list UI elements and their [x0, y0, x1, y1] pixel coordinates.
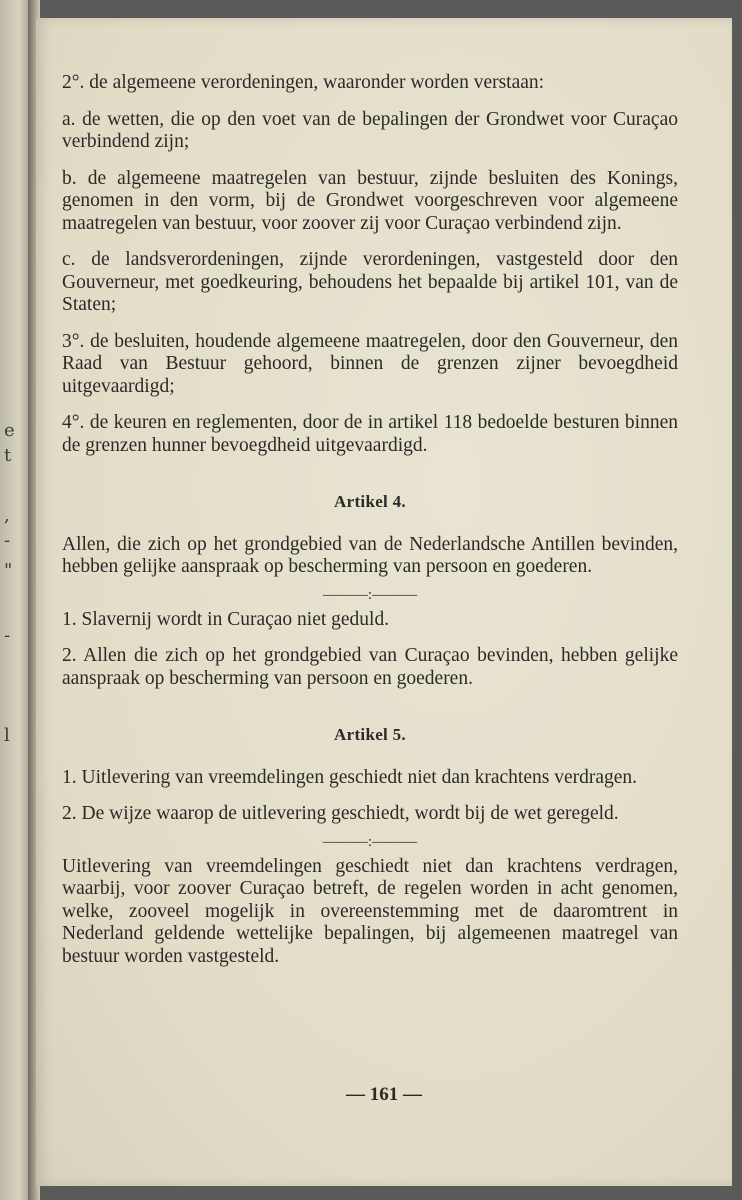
para-art4-2-allen: 2. Allen die zich op het grondgebied van Curaçao bevinden, hebben gelijke aanspraak op bescherming van persoon en goederen.: [62, 645, 678, 689]
divider-1: ———:———: [322, 586, 418, 603]
divider-2: ———:———: [322, 833, 418, 850]
para-c-landsverordeningen: c. de landsverordeningen, zijnde verordeningen, vastgesteld door den Gouverneur, met goedkeuring, behoudens het bepaalde bij artikel 101, van de Staten;: [62, 249, 678, 315]
left-fragment: ": [4, 560, 13, 581]
page-text: [62, 72, 678, 968]
para-art4-1-slavernij: 1. Slavernij wordt in Curaçao niet geduld.: [62, 608, 390, 630]
para-3-besluiten: 3°. de besluiten, houdende algemeene maatregelen, door den Gouverneur, den Raad van Bestuur gehoord, binnen de grenzen zijner bevoegdheid uitgevaardigd;: [62, 330, 678, 397]
para-art5-1-uitlevering: 1. Uitlevering van vreemdelingen geschiedt niet dan krachtens verdragen.: [62, 766, 638, 788]
para-4-keuren: 4°. de keuren en reglementen, door de in artikel 118 bedoelde besturen binnen de grenzen hunner bevoegdheid uitgevaardigd.: [62, 412, 678, 456]
para-art4-allen: Allen, die zich op het grondgebied van de Nederlandsche Antillen bevinden, hebben gelijke aanspraak op bescherming van persoon en goederen.: [62, 533, 678, 577]
heading-artikel-4: Artikel 4.: [334, 492, 406, 511]
heading-artikel-5: Artikel 5.: [334, 725, 406, 744]
para-art5-2-wijze: 2. De wijze waarop de uitlevering geschiedt, wordt bij de wet geregeld.: [62, 803, 619, 824]
left-fragment: -: [4, 530, 11, 551]
left-fragment: -: [4, 625, 11, 646]
para-2-algemeene-verordeningen: 2°. de algemeene verordeningen, waaronder worden verstaan:: [62, 72, 545, 93]
para-a-wetten: a. de wetten, die op den voet van de bepalingen der Grondwet voor Curaçao verbindend zijn;: [62, 108, 678, 152]
left-fragment: ,: [4, 505, 10, 526]
para-art5-uitlevering-verdragen: Uitlevering van vreemdelingen geschiedt niet dan krachtens verdragen, waarbij, voor zoover Curaçao betreft, de regelen worden in acht genomen, welke, zooveel mogelijk in overeenstemming met de daaromtrent in Nederland geldende wettelijke bepalingen, bij algemeenen maatregel van bestuur worden vastgesteld.: [62, 855, 678, 967]
left-fragment: l: [4, 725, 10, 746]
page-number: — 161 —: [346, 1084, 422, 1105]
left-fragment: t: [4, 445, 12, 466]
left-fragment: e: [4, 420, 15, 441]
adjacent-page-fragments: [2, 0, 26, 1200]
book-page: [36, 18, 732, 1186]
para-b-maatregelen: b. de algemeene maatregelen van bestuur, zijnde besluiten des Konings, genomen in den vorm, bij de Grondwet voorgeschreven voor algemeene maatregelen van bestuur, voor zoover zij voor Curaçao verbindend zijn.: [62, 167, 678, 234]
